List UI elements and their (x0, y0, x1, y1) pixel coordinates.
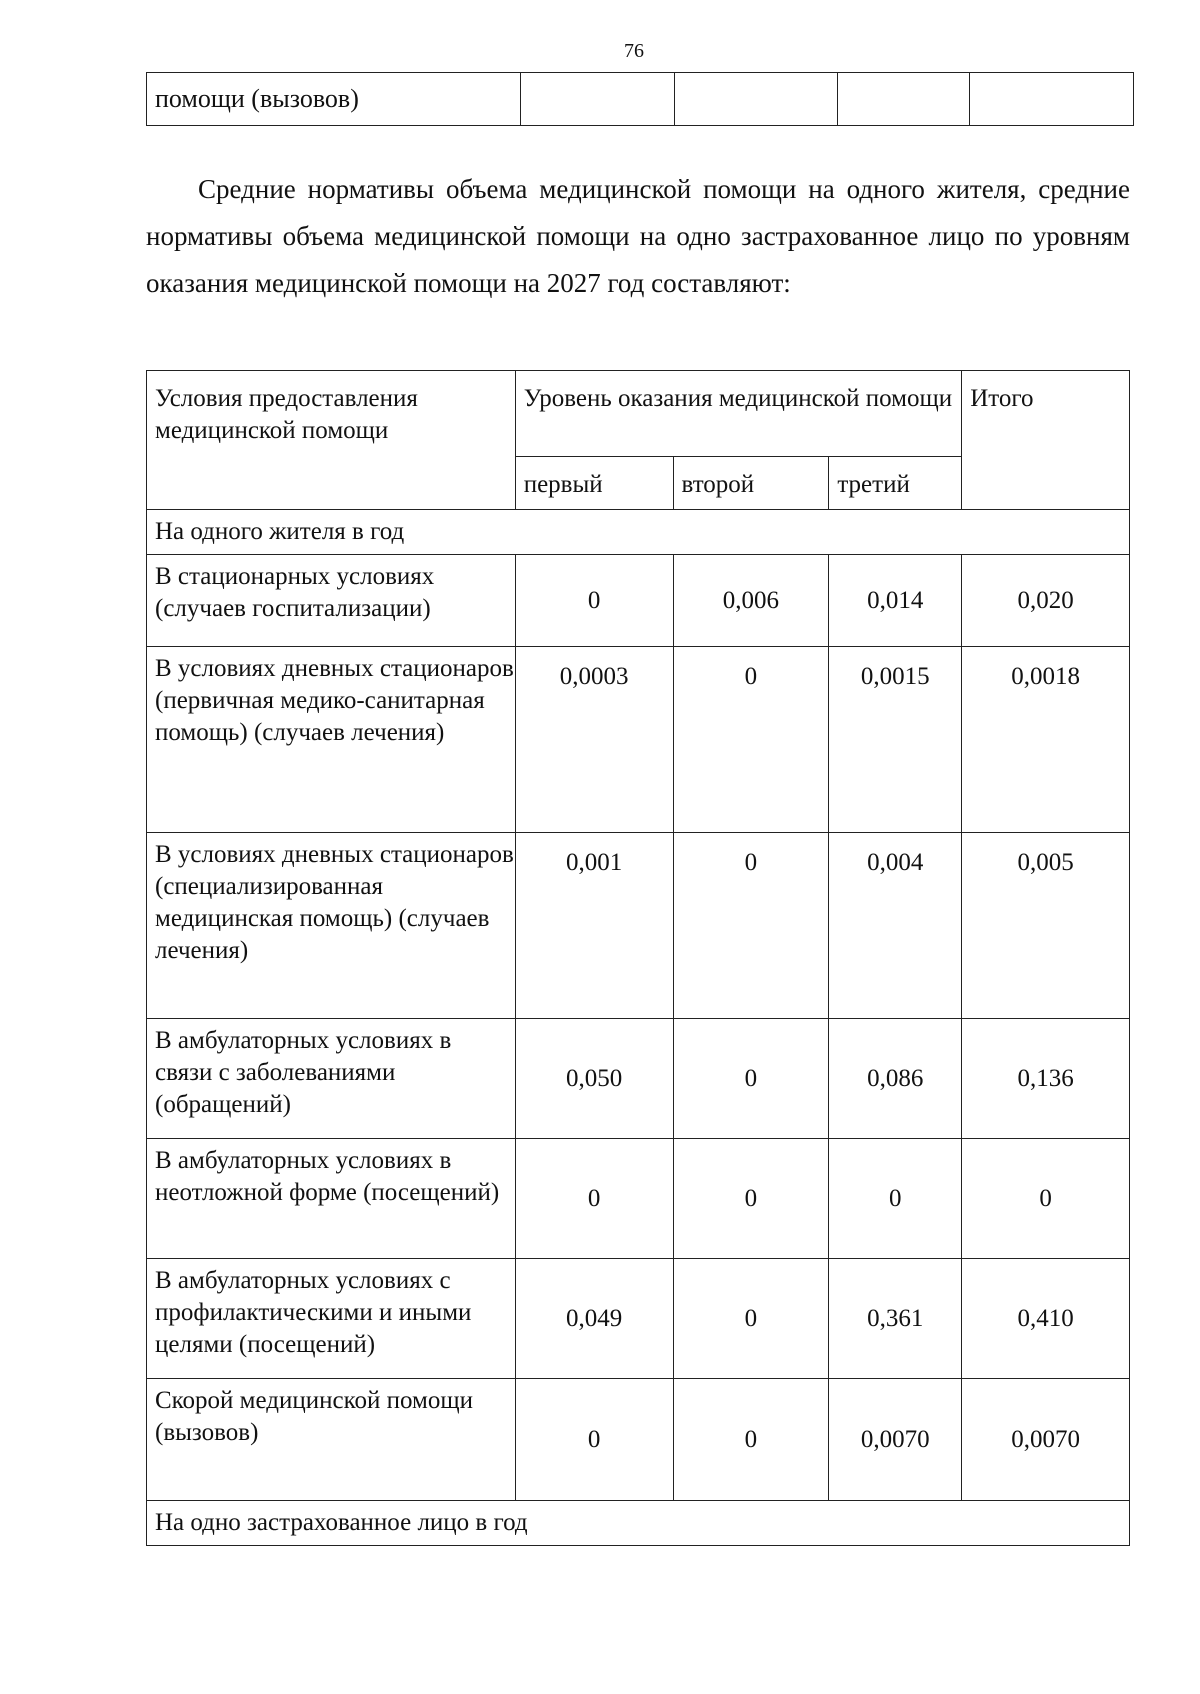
second-level-cell: 0,006 (673, 555, 829, 647)
previous-table-continuation (146, 72, 1134, 126)
total-cell: 0,020 (962, 555, 1130, 647)
table-row (147, 1379, 1130, 1501)
first-level-cell: 0,0003 (515, 647, 673, 833)
table-row (147, 555, 1130, 647)
second-level-cell: 0 (673, 647, 829, 833)
table-header-row (147, 371, 1130, 457)
table-row (147, 1259, 1130, 1379)
total-cell: 0,0018 (962, 647, 1130, 833)
condition-cell: В условиях дневных стационаров (специализированная медицинская помощь) (случаев лечения) (147, 833, 516, 1019)
norms-table (146, 370, 1130, 1546)
empty-cell (838, 73, 970, 126)
second-level-cell: 0 (673, 1139, 829, 1259)
total-cell: 0,410 (962, 1259, 1130, 1379)
total-cell: 0,136 (962, 1019, 1130, 1139)
third-level-cell: 0,0015 (829, 647, 962, 833)
first-level-cell: 0,049 (515, 1259, 673, 1379)
empty-cell (521, 73, 674, 126)
header-conditions: Условия предоставления медицинской помощи (147, 371, 516, 510)
first-level-cell: 0 (515, 1139, 673, 1259)
header-level-3: третий (829, 457, 962, 510)
table-row (147, 647, 1130, 833)
condition-cell: В стационарных условиях (случаев госпитализации) (147, 555, 516, 647)
page-number: 76 (624, 40, 644, 62)
table-row (147, 1019, 1130, 1139)
row-label: помощи (вызовов) (147, 73, 521, 126)
second-level-cell: 0 (673, 1379, 829, 1501)
third-level-cell: 0 (829, 1139, 962, 1259)
section-per-insured: На одно застрахованное лицо в год (147, 1501, 1130, 1546)
third-level-cell: 0,0070 (829, 1379, 962, 1501)
second-level-cell: 0 (673, 833, 829, 1019)
third-level-cell: 0,086 (829, 1019, 962, 1139)
table-row (147, 833, 1130, 1019)
second-level-cell: 0 (673, 1019, 829, 1139)
total-cell: 0,005 (962, 833, 1130, 1019)
condition-cell: Скорой медицинской помощи (вызовов) (147, 1379, 516, 1501)
first-level-cell: 0,050 (515, 1019, 673, 1139)
section-per-resident: На одного жителя в год (147, 510, 1130, 555)
second-level-cell: 0 (673, 1259, 829, 1379)
condition-cell: В амбулаторных условиях с профилактическими и иными целями (посещений) (147, 1259, 516, 1379)
table-row (147, 73, 1134, 126)
section-row (147, 510, 1130, 555)
condition-cell: В амбулаторных условиях в неотложной форме (посещений) (147, 1139, 516, 1259)
section-row (147, 1501, 1130, 1546)
third-level-cell: 0,361 (829, 1259, 962, 1379)
first-level-cell: 0,001 (515, 833, 673, 1019)
empty-cell (970, 73, 1134, 126)
first-level-cell: 0 (515, 1379, 673, 1501)
header-level-1: первый (515, 457, 673, 510)
condition-cell: В условиях дневных стационаров (первичная медико-санитарная помощь) (случаев лечения) (147, 647, 516, 833)
total-cell: 0 (962, 1139, 1130, 1259)
header-total: Итого (962, 371, 1130, 510)
condition-cell: В амбулаторных условиях в связи с заболеваниями (обращений) (147, 1019, 516, 1139)
total-cell: 0,0070 (962, 1379, 1130, 1501)
table-row (147, 1139, 1130, 1259)
header-level: Уровень оказания медицинской помощи (515, 371, 962, 457)
empty-cell (674, 73, 837, 126)
third-level-cell: 0,014 (829, 555, 962, 647)
third-level-cell: 0,004 (829, 833, 962, 1019)
header-level-2: второй (673, 457, 829, 510)
first-level-cell: 0 (515, 555, 673, 647)
intro-paragraph: Средние нормативы объема медицинской помощи на одного жителя, средние нормативы объема медицинской помощи на одно застрахованное лицо по уровням оказания медицинской помощи на 2027 год составляют: (146, 174, 1130, 298)
